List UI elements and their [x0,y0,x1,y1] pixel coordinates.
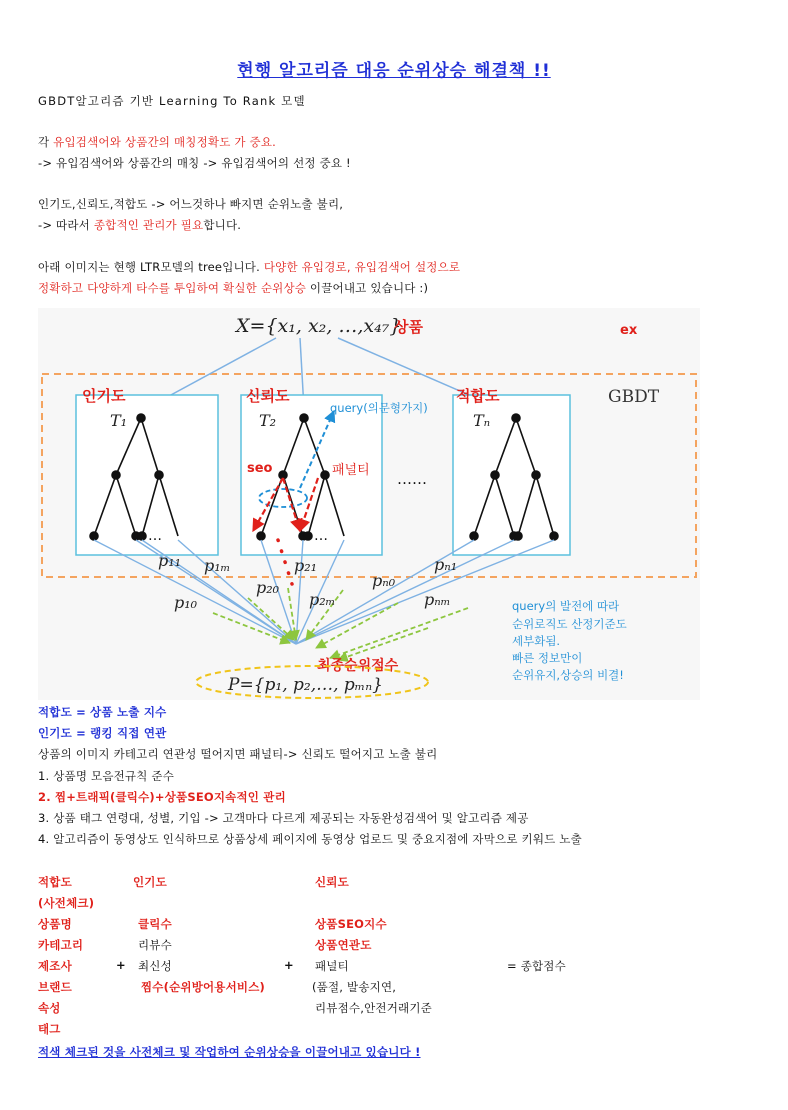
col1-item-7: 태그 [38,1022,61,1036]
col1-item-3: 카테고리 [38,938,84,952]
note-line-1: query의 발전에 따라 [512,599,620,613]
col3-item-0: 신뢰도 [315,875,349,889]
note-line-3: 세부화됨. [512,634,561,648]
col2-item-3: 최신성 [138,959,172,973]
list-item-4: 4. 알고리즘이 동영상도 인식하므로 상품상세 페이지에 동영상 업로드 및 중요지점에 자막으로 키워드 노출 [38,832,582,846]
col3-item-1: 상품SEO지수 [315,917,387,931]
col2-item-1: 클릭수 [138,917,172,931]
tree-1-ellipsis: … [148,528,162,544]
intro-line-5-prefix: 아래 이미지는 현행 LTR모델의 tree입니다. [38,260,264,274]
col1-item-1: (사전체크) [38,896,95,910]
intro-line-4-red: 종합적인 관리가 필요 [93,218,204,232]
intro-line-4-suffix: 합니다. [203,218,242,232]
ex-label: ex [620,323,638,338]
p-label-n1: pₙ₁ [434,555,458,574]
total-score: = 종합점수 [507,959,566,973]
col1-item-6: 속성 [38,1001,61,1015]
col1-item-5: 브랜드 [38,980,72,994]
subtitle: GBDT알고리즘 기반 Learning To Rank 모델 [38,94,306,108]
intro-line-3: 인기도,신뢰도,적합도 -> 어느것하나 빠지면 순위노출 불리, [38,197,344,211]
note-line-2: 순위로직도 산정기준도 [512,617,627,631]
gbdt-label: GBDT [608,387,660,407]
query-label: query(의문형가지) [330,401,428,415]
page-title: 현행 알고리즘 대응 순위상승 해결책 !! [237,61,551,81]
footer-note: 적색 체크된 것을 사전체크 및 작업하여 순위상승을 이끌어내고 있습니다 ! [38,1045,421,1059]
tree-label-1: 인기도 [82,387,126,405]
intro-line-5 [38,259,460,275]
intro-line-6 [38,280,428,296]
col1-item-4: 제조사 [38,959,72,973]
intro-line-1-prefix: 각 [38,135,54,149]
tree-name-2: T₂ [259,411,277,430]
p-label-2m: p₂ₘ [309,590,336,609]
intro-line-4-prefix: -> 따라서 [38,218,94,232]
tree-box-1 [76,395,218,555]
p-label-10: p₁₀ [174,593,198,612]
p-label-11: p₁₁ [158,551,182,570]
col1-item-0: 적합도 [38,875,72,889]
x-label: 상품 [394,318,423,336]
list-item-2: 2. 찜+트래픽(클릭수)+상품SEO지속적인 관리 [38,790,286,804]
p-label-n0: pₙ₀ [372,571,396,590]
p-label-nm: pₙₘ [424,590,451,609]
col2-item-0: 인기도 [133,875,167,889]
col3-item-4: (품절, 발송지연, [312,980,397,994]
def-penalty: 상품의 이미지 카테고리 연관성 떨어지면 패널티-> 신뢰도 떨어지고 노출 불리 [38,747,438,761]
note-line-4: 빠른 정보만이 [512,651,583,665]
col3-item-5: 리뷰점수,안전거래기준 [315,1001,432,1015]
def-popularity: 인기도 = 랭킹 직접 연관 [38,726,167,740]
def-fitness: 적합도 = 상품 노출 지수 [38,705,167,719]
list-item-3: 3. 상품 태그 연령대, 성별, 기입 -> 고객마다 다르게 제공되는 자동완성검색어 및 알고리즘 제공 [38,811,529,825]
intro-line-2: -> 유입검색어와 상품간의 매칭 -> 유입검색어의 선정 중요 ! [38,156,351,170]
tree-label-n: 적합도 [456,387,500,405]
seo-label: seo [247,461,273,476]
final-score-label: 최종순위점수 [317,658,399,674]
tree-2-ellipsis: … [314,528,328,544]
p-label-20: p₂₀ [256,578,280,597]
intro-line-1 [38,134,276,150]
x-formula: X={x₁, x₂, …,x₄₇} [236,315,402,337]
p-label-21: p₂₁ [294,556,318,575]
intro-line-4 [38,217,241,233]
col2-item-2: 리뷰수 [138,938,172,952]
p-label-1m: p₁ₘ [204,556,231,575]
note-line-5: 순위유지,상승의 비결! [512,668,624,682]
tree-name-1: T₁ [110,411,128,430]
plus-1: + [116,958,126,972]
gbdt-tree-diagram [38,308,700,700]
intro-line-1-red: 유입검색어와 상품간의 매칭정확도 가 중요. [53,135,277,149]
col1-item-2: 상품명 [38,917,72,931]
tree-name-n: Tₙ [473,411,491,430]
col3-item-3: 패널티 [315,959,349,973]
intro-line-6-suffix: 이끌어내고 있습니다 :) [306,281,429,295]
middle-dots: …… [397,470,427,488]
plus-2: + [284,958,294,972]
tree-label-2: 신뢰도 [246,387,290,405]
intro-line-6-red: 정확하고 다양하게 타수를 투입하여 확실한 순위상승 [38,281,307,295]
intro-line-5-red: 다양한 유입경로, 유입검색어 설정으로 [263,260,461,274]
col3-item-2: 상품연관도 [315,938,372,952]
p-formula: P={p₁, p₂,…, pₘₙ} [228,675,383,695]
col2-item-4: 찜수(순위방어용서비스) [141,980,266,994]
list-item-1: 1. 상품명 모음전규칙 준수 [38,769,175,783]
penalty-label: 패널티 [332,463,370,478]
